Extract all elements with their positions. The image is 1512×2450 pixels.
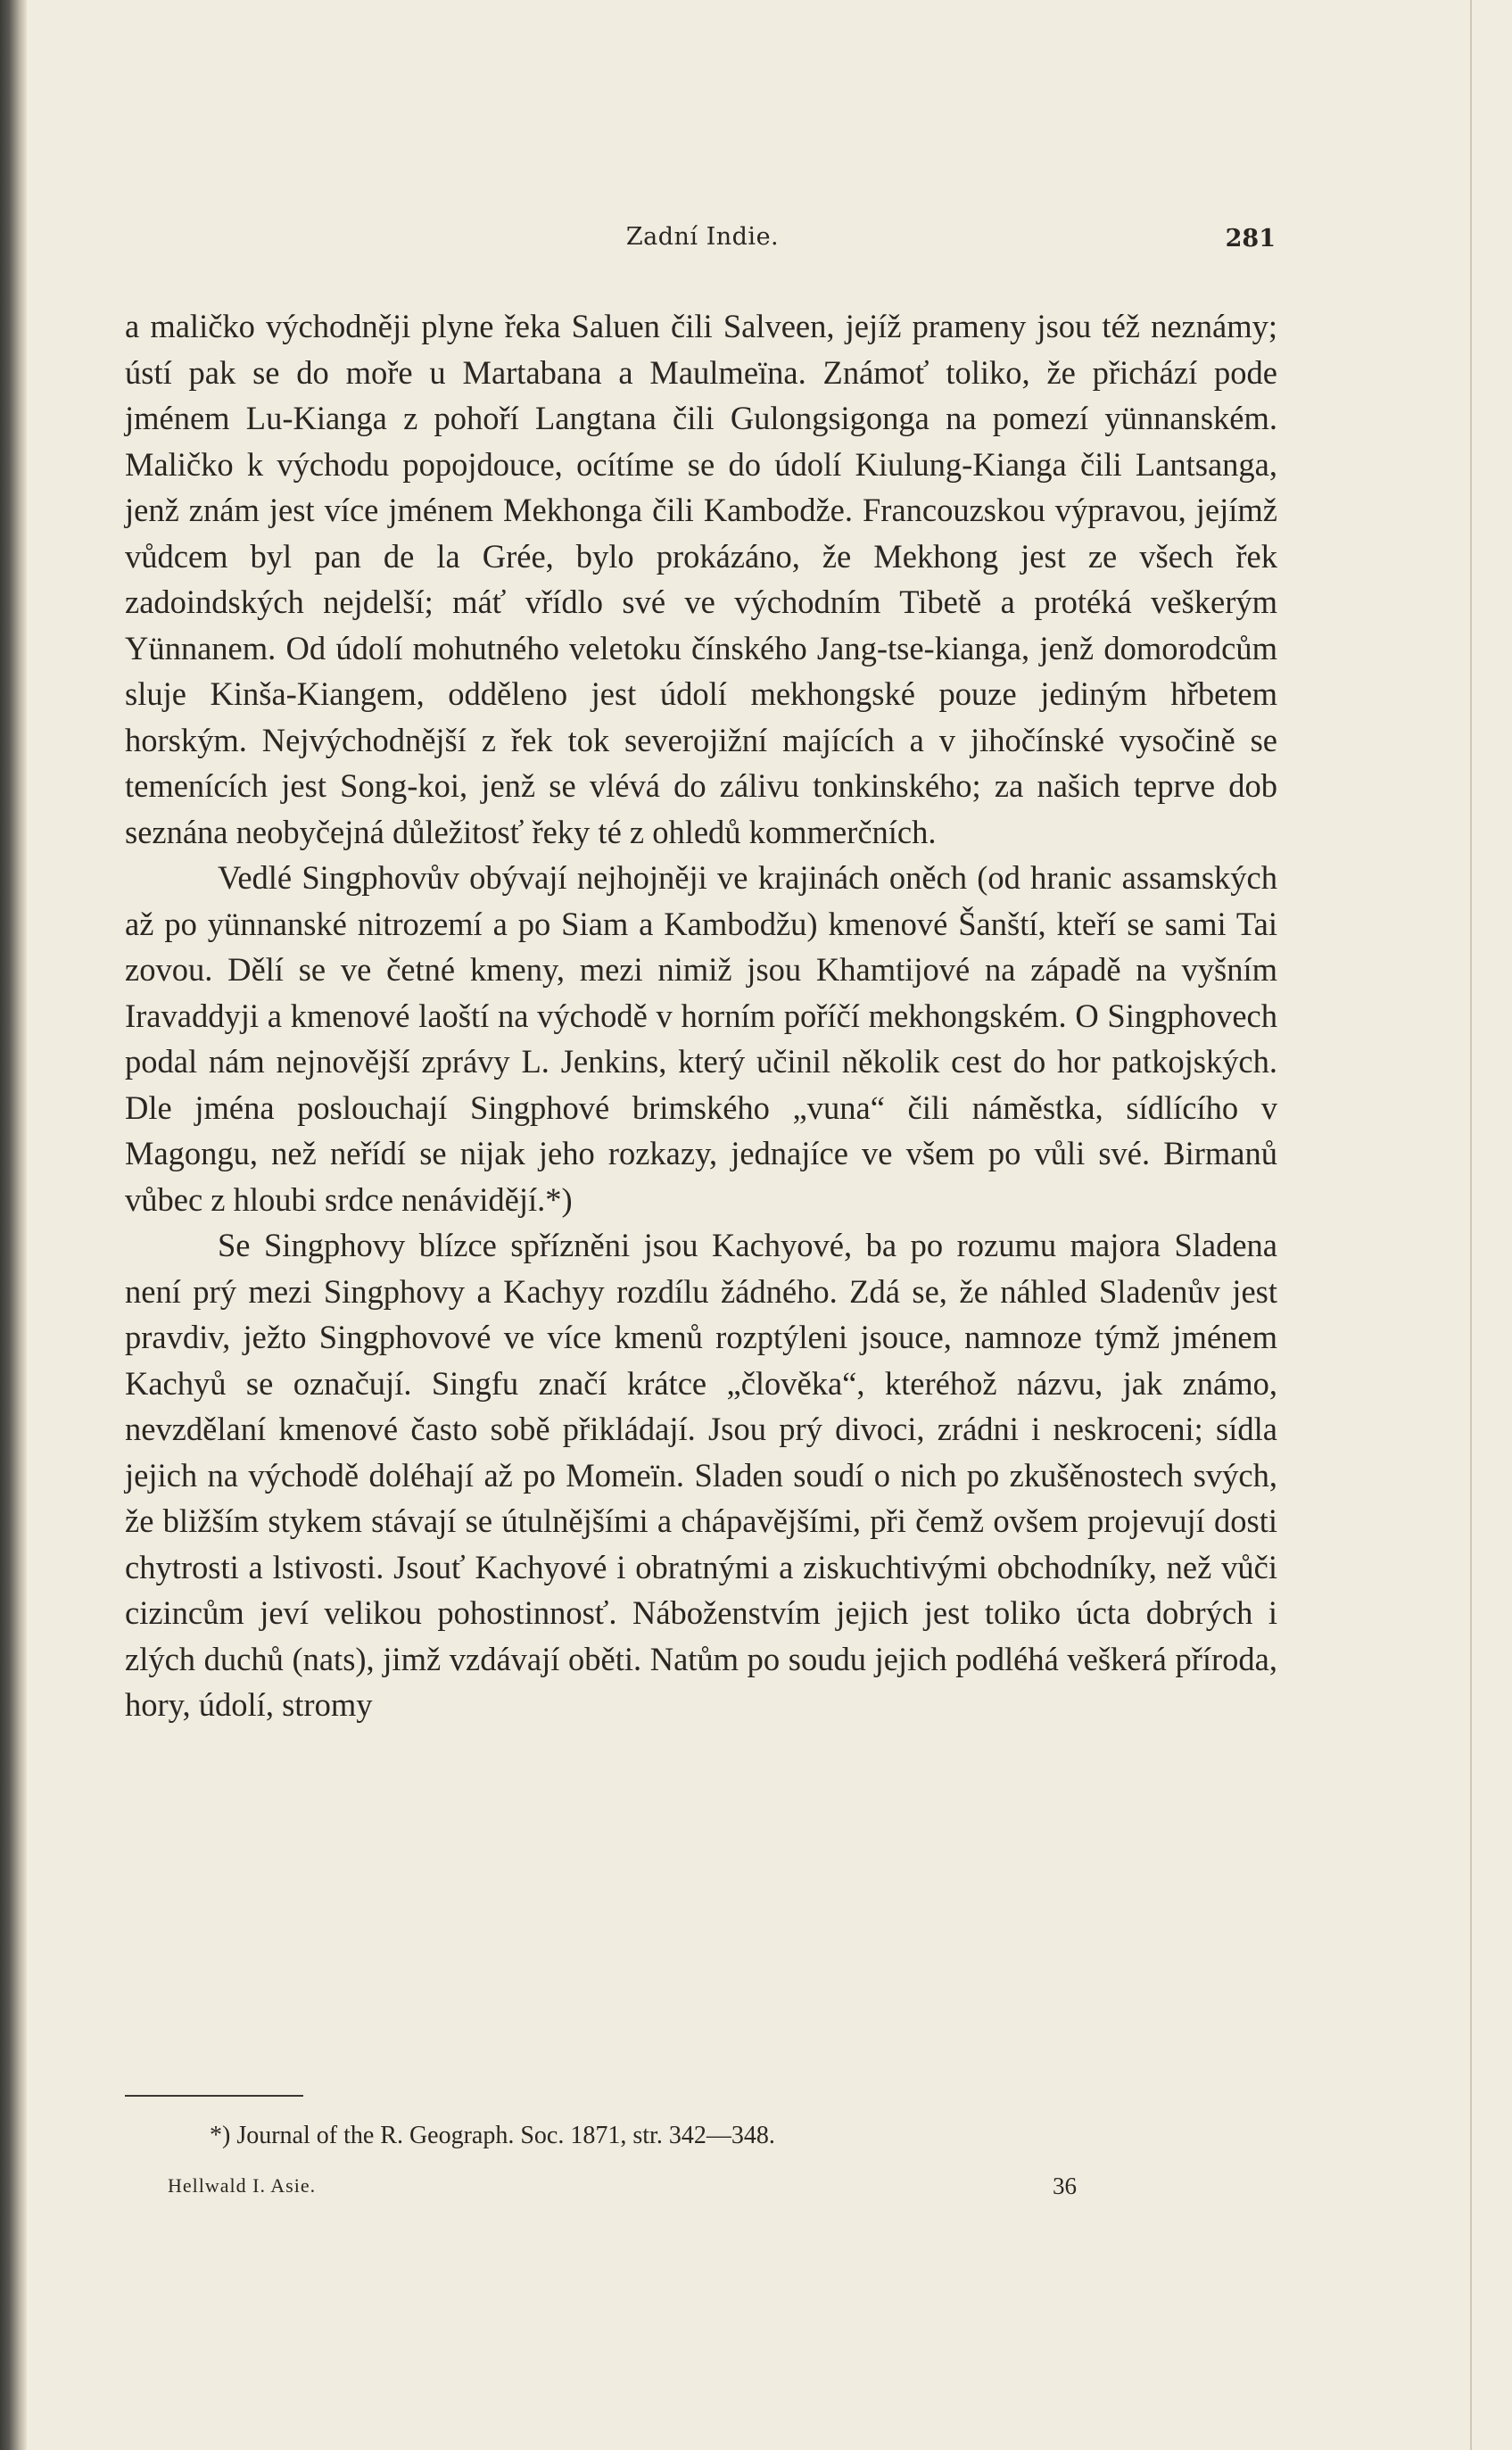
footnote-rule <box>125 2095 303 2097</box>
footnote: *) Journal of the R. Geograph. Soc. 1871, str. 342—348. <box>210 2122 775 2149</box>
page-edge-shadow <box>1470 0 1472 2450</box>
sheet-number: 36 <box>1053 2173 1077 2199</box>
body-text <box>125 303 1277 1728</box>
sheet-signature: Hellwald I. Asie. <box>168 2174 317 2197</box>
paragraph-3: Se Singphovy blízce spřízněni jsou Kachyové, ba po rozumu majora Sladena není prý mezi Singphovy a Kachyy rozdílu žádného. Zdá se, že náhled Sladenův jest pravdiv, ježto Singphovové ve více kmenů rozptýleni jsouce, namnoze týmž jménem Kachyů se označují. Singfu značí krátce „člověka“, kteréhož názvu, jak známo, nevzdělaní kmenové často sobě přikládají. Jsou prý divoci, zrádni i neskroceni; sídla jejich na východě doléhají až po Momeïn. Sladen soudí o nich po zkušěnostech svých, že bližším stykem stávají se útulnějšími a chápavějšími, při čemž ovšem projevují dosti chytrosti a lstivosti. Jsouť Kachyové i obratnými a ziskuchtivými obchodníky, než vůči cizincům jeví velikou pohostinnosť. Náboženstvím jejich jest toliko úcta dobrých i zlých duchů (nats), jimž vzdávají oběti. Natům po soudu jejich podléhá veškerá příroda, hory, údolí, stromy <box>125 1227 1277 1723</box>
running-title: Zadní Indie. <box>625 223 780 251</box>
page-header <box>129 223 1276 259</box>
paragraph-1: a maličko východněji plyne řeka Saluen čili Salveen, jejíž prameny jsou též neznámy; ústí pak se do moře u Martabana a Maulmeïna. Známoť toliko, že přichází pode jménem Lu-Kianga z pohoří Langtana čili Gulongsigonga na pomezí yünnanském. Maličko k východu popojdouce, ocítíme se do údolí Kiulung-Kianga čili Lantsanga, jenž znám jest více jménem Mekhonga čili Kambodže. Francouzskou výpravou, jejímž vůdcem byl pan de la Grée, bylo prokázáno, že Mekhong jest ze všech řek zadoindských nejdelší; máť vřídlo své ve východním Tibetě a protéká veškerým Yünnanem. Od údolí mohutného veletoku čínského Jang-tse-kianga, jenž domorodcům sluje Kinša-Kiangem, odděleno jest údolí mekhongské pouze jediným hřbetem horským. Nejvýchodnější z řek tok severojižní majících a v jihočínské vysočině se temenících jest Song-koi, jenž se vlévá do zálivu tonkinského; za našich teprve dob seznána neobyčejná důležitosť řeky té z ohledů kommerčních. <box>125 308 1277 850</box>
paragraph-2: Vedlé Singphovův obývají nejhojněji ve krajinách oněch (od hranic assamských až po yünnanské nitrozemí a po Siam a Kambodžu) kmenové Šanští, kteří se sami Tai zovou. Dělí se ve četné kmeny, mezi nimiž jsou Khamtijové na západě na vyšním Iravaddyji a kmenové laoští na východě v horním poříčí mekhongském. O Singphovech podal nám nejnovější zprávy L. Jenkins, který učinil několik cest do hor patkojských. Dle jména poslouchají Singphové brimského „vuna“ čili náměstka, sídlícího v Magongu, než neřídí se nijak jeho rozkazy, jednajíce ve všem po vůli své. Birmanů vůbec z hloubi srdce nenávidějí.*) <box>125 859 1277 1218</box>
page-binding-edge <box>0 0 27 2450</box>
page-number: 281 <box>1225 225 1276 252</box>
